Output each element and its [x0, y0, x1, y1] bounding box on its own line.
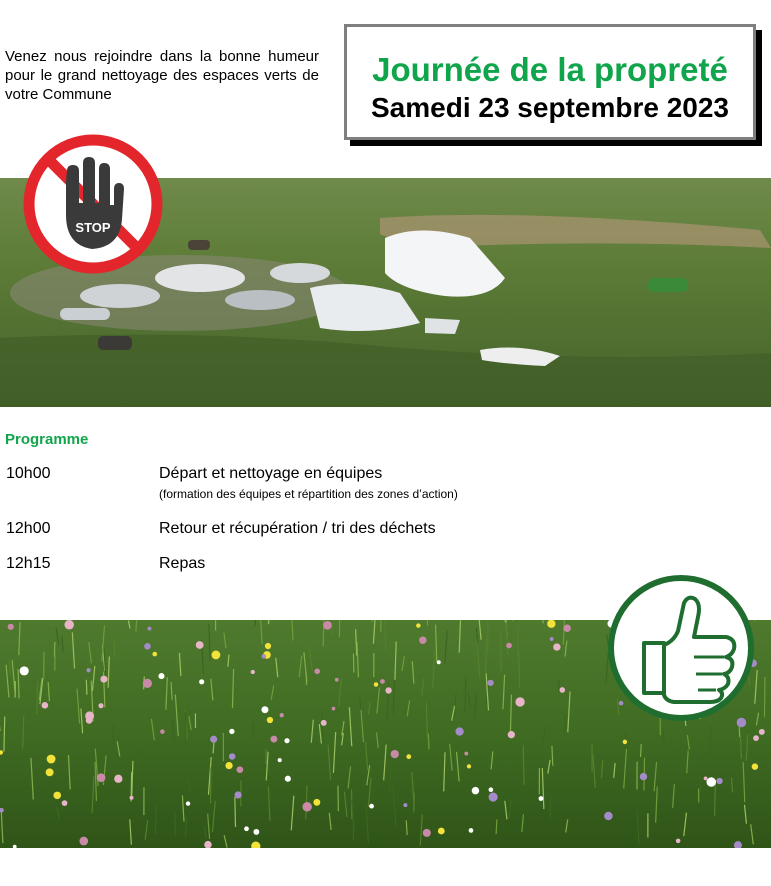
programme-time: 12h00 [6, 520, 51, 537]
programme-label: Départ et nettoyage en équipes [159, 465, 383, 482]
programme-heading: Programme [5, 431, 89, 448]
event-title: Journée de la propreté [372, 51, 728, 88]
intro-text: Venez nous rejoindre dans la bonne humeur pour le grand nettoyage des espaces verts de votre Commune [5, 48, 319, 103]
programme-label: Retour et récupération / tri des déchets [159, 520, 436, 537]
stop-sign-icon [22, 133, 164, 275]
programme-label: Repas [159, 555, 206, 572]
programme-time: 12h15 [6, 555, 51, 572]
thumbs-up-icon [608, 575, 754, 721]
event-date: Samedi 23 septembre 2023 [371, 92, 729, 123]
stop-label: STOP [75, 220, 111, 235]
title-box [344, 24, 756, 140]
programme-note: (formation des équipes et répartition des zones d’action) [159, 487, 458, 501]
programme-time: 10h00 [6, 465, 51, 482]
